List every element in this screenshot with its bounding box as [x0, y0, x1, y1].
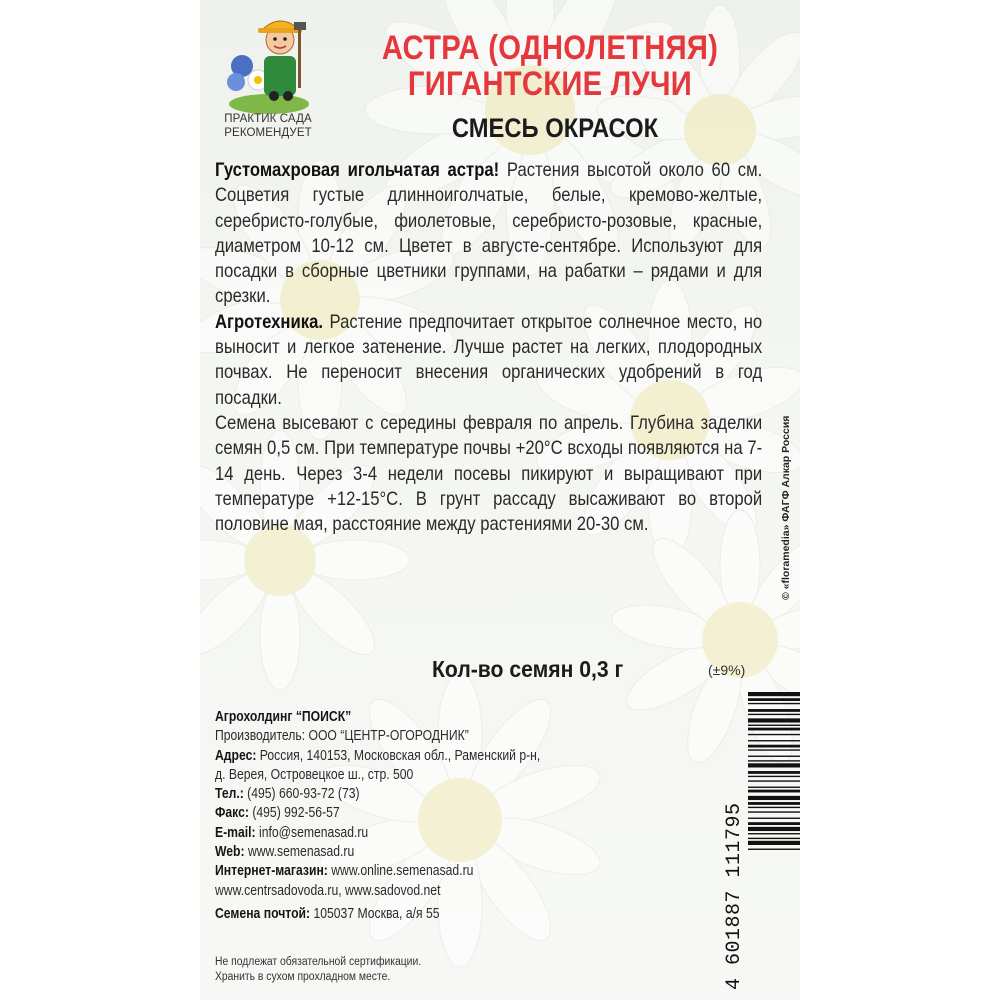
product-subtitle: СМЕСЬ ОКРАСОК — [451, 113, 659, 143]
shop-line-1 — [215, 862, 652, 881]
caption-line-2: РЕКОМЕНДУЕТ — [224, 127, 312, 139]
agro-paragraph — [215, 310, 762, 411]
barcode-bar — [748, 811, 800, 812]
fax-line — [215, 804, 652, 823]
photo-credit: © «floramedia» ФАГФ Алкар Россия — [780, 415, 792, 600]
barcode-bar — [748, 802, 800, 805]
address-value: Россия, 140153, Московская обл., Раменский р-н, — [256, 747, 541, 764]
caption-line-1: ПРАКТИК САДА — [224, 113, 312, 125]
description-body: Растения высотой около 60 см. Соцветия густые длинноиголчатые, белые, кремово-желтые, серебристо-голубые, фиолетовые, серебристо-розовые, красные, диаметром 10-12 см. Цветет в августе-сентябре. Используют для посадки в сборные цветники группами, на рабатки – рядами и для срезки. — [215, 159, 763, 308]
seed-quantity — [432, 656, 746, 683]
email-label: E-mail: — [215, 824, 256, 841]
barcode-bar — [748, 787, 800, 788]
barcode-bar — [748, 833, 800, 834]
barcode-bar — [748, 709, 800, 712]
description-text — [215, 158, 762, 537]
barcode-bar — [748, 827, 800, 831]
barcode-bar — [748, 771, 800, 774]
mascot-caption — [210, 112, 326, 140]
agro-body: Растение предпочитает открытое солнечное место, но выносит и легкое затенение. Лучше растет на легких, плодородных почвах. Не переносит внесения органических удобрений в год посадки. — [215, 310, 763, 409]
producer-line: Производитель: ООО “ЦЕНТР-ОГОРОДНИК” — [215, 728, 469, 745]
gardener-mascot-icon — [214, 8, 324, 118]
holding-name: Агрохолдинг “ПОИСК” — [215, 709, 352, 725]
barcode — [748, 690, 800, 990]
barcode-bar — [748, 796, 800, 800]
barcode-bar — [748, 698, 800, 701]
barcode-bar — [748, 841, 800, 845]
mail-value: 105037 Москва, а/я 55 — [310, 905, 440, 922]
barcode-bar — [748, 760, 800, 761]
fax-value: (495) 992-56-57 — [248, 805, 340, 822]
notice-line-1: Не подлежат обязательной сертификации. — [215, 956, 422, 968]
barcode-bar — [748, 822, 800, 825]
description-paragraph — [215, 158, 762, 310]
shop-label: Интернет-магазин: — [215, 863, 328, 880]
barcode-bar — [748, 734, 800, 735]
barcode-bar — [748, 703, 800, 704]
barcode-bar — [748, 807, 800, 808]
web-label: Web: — [215, 844, 245, 861]
notice-line-2: Хранить в сухом прохладном месте. — [215, 971, 391, 983]
address-line-2: д. Верея, Островецкое ш., стр. 500 — [215, 766, 414, 783]
barcode-bar — [748, 725, 800, 726]
phone-label: Тел.: — [215, 786, 244, 803]
mail-label: Семена почтой: — [215, 905, 311, 922]
storage-notice — [215, 955, 421, 985]
shop-line-2: www.centrsadovoda.ru, www.sadovod.net — [215, 882, 441, 899]
barcode-bar — [748, 740, 800, 741]
barcode-bar — [748, 718, 800, 722]
barcode-bar — [748, 838, 800, 839]
mail-line — [215, 905, 652, 924]
web-value: www.semenasad.ru — [244, 844, 355, 861]
barcode-bar — [748, 728, 800, 731]
product-title — [361, 30, 739, 102]
shop-value-1: www.online.semenasad.ru — [327, 863, 474, 880]
email-value: info@semenasad.ru — [255, 824, 369, 841]
barcode-bar — [748, 790, 800, 793]
barcode-bar — [748, 763, 800, 767]
description-lead: Густомахровая игольчатая астра! — [215, 159, 500, 181]
address-label: Адрес: — [215, 747, 257, 764]
web-line — [215, 843, 652, 862]
email-line — [215, 824, 652, 843]
seed-quantity-tolerance: (±9%) — [708, 662, 746, 678]
barcode-bar — [748, 776, 800, 777]
fax-label: Факс: — [215, 805, 249, 822]
address-line-1 — [215, 747, 652, 766]
barcode-bar — [748, 745, 800, 748]
phone-line — [215, 785, 652, 804]
company-info — [215, 708, 652, 924]
barcode-bar — [748, 714, 800, 715]
barcode-bar — [748, 756, 800, 757]
barcode-bar — [748, 849, 800, 850]
seed-quantity-label: Кол-во семян 0,3 г — [432, 656, 624, 682]
sowing-paragraph: Семена высевают с середины февраля по апрель. Глубина заделки семян 0,5 см. При температуре почвы +20°С всходы появляются на 7-14 день. Через 3-4 недели посевы пикируют и выращивают при температуре +12-15°С. В грунт рассаду высаживают во второй половине мая, расстояние между растениями 20-30 см. — [215, 411, 763, 536]
barcode-bar — [748, 692, 800, 696]
barcode-bar — [748, 780, 800, 781]
agro-lead: Агротехника. — [215, 310, 323, 333]
title-line-2: ГИГАНТСКИЕ ЛУЧИ — [407, 65, 693, 103]
barcode-bar — [748, 749, 800, 750]
barcode-digits: 4 601887 111795 — [723, 802, 746, 990]
title-line-1: АСТРА (ОДНОЛЕТНЯЯ) — [381, 29, 719, 67]
barcode-bar — [748, 818, 800, 819]
phone-value: (495) 660-93-72 (73) — [243, 786, 360, 803]
